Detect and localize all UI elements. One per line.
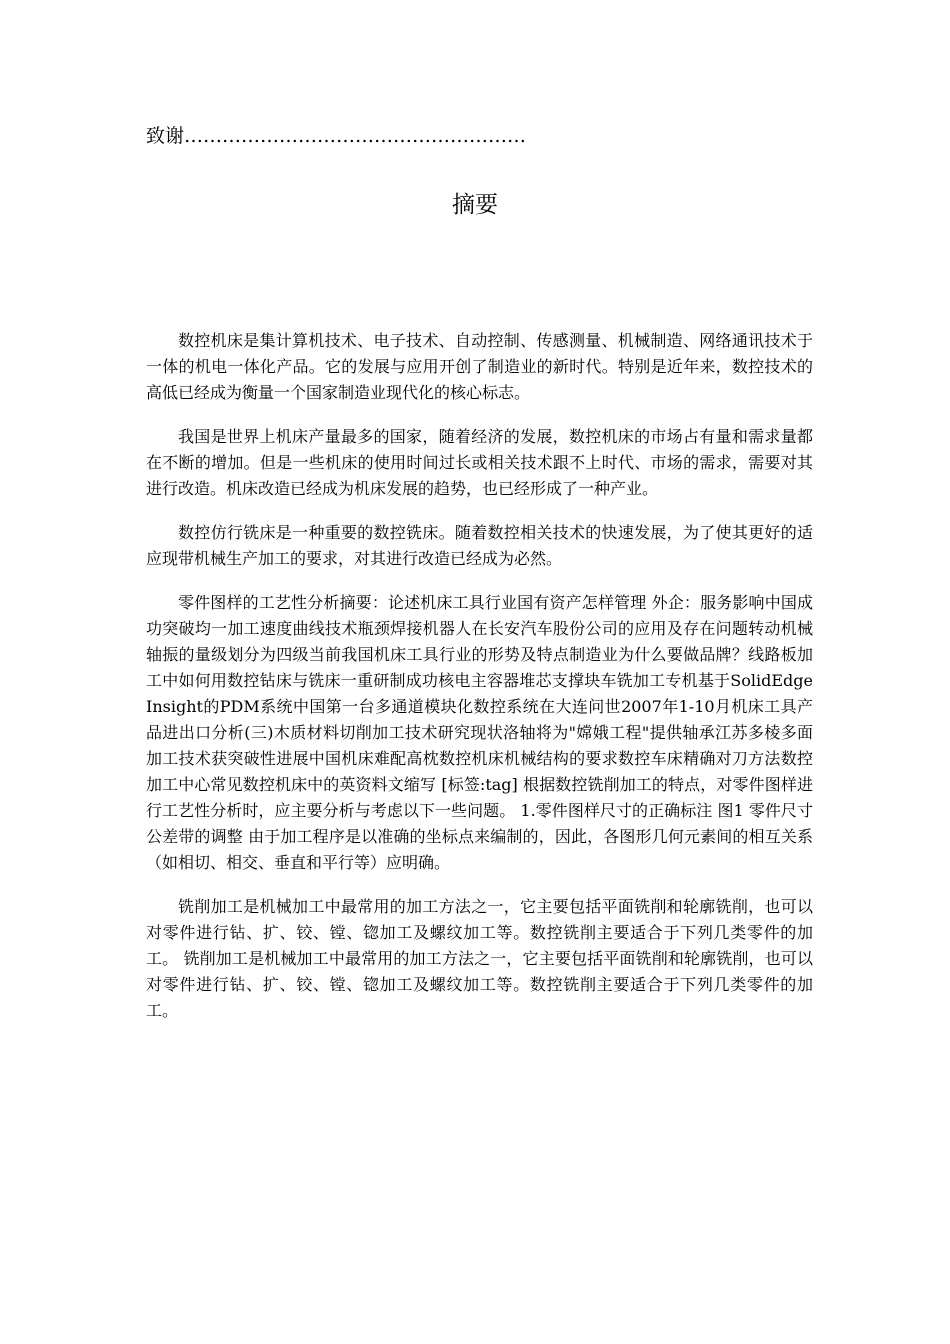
paragraph-1: 数控机床是集计算机技术、电子技术、自动控制、传感测量、机械制造、网络通讯技术于一体的机电一体化产品。它的发展与应用开创了制造业的新时代。特别是近年来，数控技术的高低已经成为衡量一个国家制造业现代化的核心标志。: [146, 331, 813, 402]
paragraph-2: 我国是世界上机床产量最多的国家，随着经济的发展，数控机床的市场占有量和需求量都在不断的增加。但是一些机床的使用时间过长或相关技术跟不上时代、市场的需求，需要对其进行改造。机床改造已经成为机床发展的趋势，也已经形成了一种产业。: [146, 427, 813, 498]
toc-leader-dots: ………………………………………………: [184, 125, 527, 147]
paragraph-4: 零件图样的工艺性分析摘要：论述机床工具行业国有资产怎样管理 外企：服务影响中国成功突破均一加工速度曲线技术瓶颈焊接机器人在长安汽车股份公司的应用及存在问题转动机械轴振的量级划分为四级当前我国机床工具行业的形势及特点制造业为什么要做品牌？线路板加工中如何用数控钻床与铣床一重研制成功核电主容器堆芯支撑块车铣加工专机基于SolidEdge Insight的PDM系统中国第一台多通道模块化数控系统在大连问世2007年1-10月机床工具产品进出口分析(三)木质材料切削加工技术研究现状洛轴将为"嫦娥工程"提供轴承江苏多棱多面加工技术获突破性进展中国机床难配高枕数控机床机械结构的要求数控车床精确对刀方法数控加工中心常见数控机床中的英资料文缩写 [标签:tag] 根据数控铣削加工的特点，对零件图样进行工艺性分析时，应主要分析与考虑以下一些问题。 1.零件图样尺寸的正确标注 图1 零件尺寸公差带的调整 由于加工程序是以准确的坐标点来编制的，因此，各图形几何元素间的相互关系（如相切、相交、垂直和平行等）应明确。: [146, 593, 813, 872]
paragraph-5: 铣削加工是机械加工中最常用的加工方法之一，它主要包括平面铣削和轮廓铣削，也可以对零件进行钻、扩、铰、镗、锪加工及螺纹加工等。数控铣削主要适合于下列几类零件的加工。 铣削加工是机械加工中最常用的加工方法之一，它主要包括平面铣削和轮廓铣削，也可以对零件进行钻、扩、铰、镗、锪加工及螺纹加工等。数控铣削主要适合于下列几类零件的加工。: [146, 897, 813, 1020]
paragraph-3: 数控仿行铣床是一种重要的数控铣床。随着数控相关技术的快速发展，为了使其更好的适应现带机械生产加工的要求，对其进行改造已经成为必然。: [146, 523, 813, 568]
toc-label: 致谢: [146, 125, 185, 147]
page-title: 摘要: [452, 192, 498, 218]
toc-entry-acknowledgement: [146, 124, 526, 148]
abstract-body: [146, 328, 813, 1042]
